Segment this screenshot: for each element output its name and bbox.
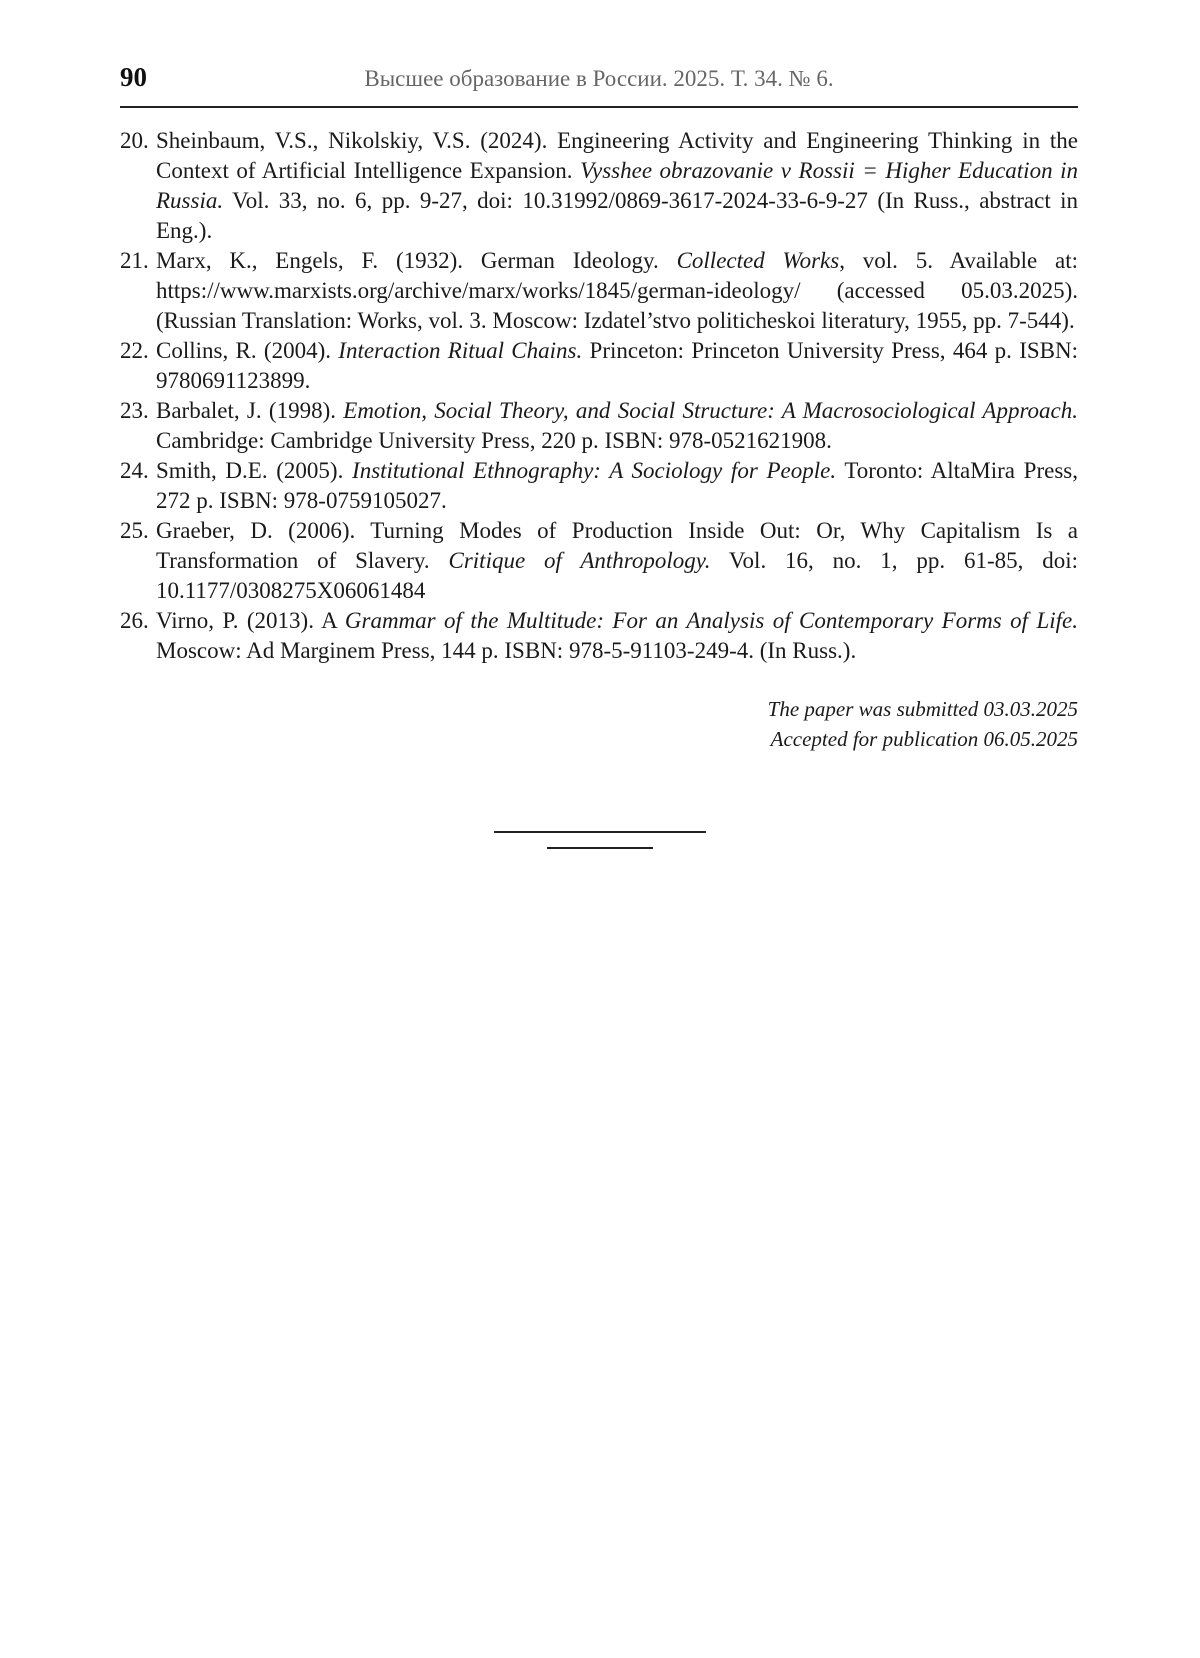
reference-text bbox=[156, 396, 1078, 456]
reference-text-part: Marx, K., Engels, F. (1932). German Ideology. bbox=[156, 248, 677, 273]
reference-number: 25. bbox=[120, 518, 149, 543]
reference-item bbox=[120, 396, 1078, 456]
reference-text-part: Toronto: AltaMira Press, 272 p. ISBN: 978-0759105027. bbox=[156, 458, 1078, 513]
end-rule-long bbox=[494, 831, 706, 833]
reference-text-part: Vol. 16, no. 1, pp. 61-85, doi: 10.1177/0308275X06061484 bbox=[156, 548, 1078, 603]
reference-number: 26. bbox=[120, 608, 149, 633]
accepted-date: Accepted for publication 06.05.2025 bbox=[770, 727, 1078, 751]
end-rule-short bbox=[547, 847, 653, 849]
reference-item bbox=[120, 606, 1078, 666]
submitted-date: The paper was submitted 03.03.2025 bbox=[767, 697, 1078, 721]
reference-source-title: Collected Works bbox=[676, 248, 840, 273]
submission-dates bbox=[768, 694, 1078, 754]
reference-item bbox=[120, 126, 1078, 246]
reference-source-title: Institutional Ethnography: A Sociology for People. bbox=[352, 458, 837, 483]
reference-text-part: Cambridge: Cambridge University Press, 220 p. ISBN: 978-0521621908. bbox=[156, 428, 832, 453]
reference-text bbox=[156, 246, 1078, 336]
reference-text-part: Princeton: Princeton University Press, 464 p. ISBN: 9780691123899. bbox=[156, 338, 1078, 393]
reference-item bbox=[120, 456, 1078, 516]
reference-source-title: Vysshee obrazovanie v Rossii = Higher Education in Russia. bbox=[156, 158, 1078, 213]
reference-number: 20. bbox=[120, 128, 149, 153]
reference-item bbox=[120, 516, 1078, 606]
page-number: 90 bbox=[120, 62, 147, 92]
reference-source-title: Emotion, Social Theory, and Social Structure: A Macrosociological Approach. bbox=[343, 398, 1078, 423]
reference-text bbox=[156, 336, 1078, 396]
reference-number: 24. bbox=[120, 458, 149, 483]
reference-text-part: Graeber, D. (2006). Turning Modes of Production Inside Out: Or, Why Capitalism Is a Transformation of Slavery. bbox=[156, 518, 1078, 573]
reference-text bbox=[156, 606, 1078, 666]
reference-text-part: Collins, R. (2004). bbox=[156, 338, 339, 363]
reference-source-title: Grammar of the Multitude: For an Analysis of Contemporary Forms of Life. bbox=[344, 608, 1078, 633]
reference-text-part: Moscow: Ad Marginem Press, 144 p. ISBN: 978-5-91103-249-4. (In Russ.). bbox=[156, 638, 857, 663]
reference-source-title: Critique of Anthropology. bbox=[448, 548, 711, 573]
reference-item bbox=[120, 246, 1078, 336]
page-header bbox=[120, 60, 1078, 108]
reference-number: 23. bbox=[120, 398, 149, 423]
reference-text-part: Barbalet, J. (1998). bbox=[156, 398, 344, 423]
reference-text-part: Smith, D.E. (2005). bbox=[156, 458, 353, 483]
reference-text bbox=[156, 126, 1078, 246]
reference-list bbox=[120, 126, 1078, 666]
reference-text-part: Virno, P. (2013). A bbox=[156, 608, 345, 633]
reference-text-part: Sheinbaum, V.S., Nikolskiy, V.S. (2024). Engineering Activity and Engineering Thinking in the Context of Artificial Intelligence Expansion. bbox=[156, 128, 1078, 183]
reference-text-part: , vol. 5. Available at: https://www.marxists.org/archive/marx/works/1845/german-ideology/ (accessed 05.03.2025). (Russian Translation: Works, vol. 3. Moscow: Izdatel’stvo politicheskoi literatury, 1955, pp. 7-544). bbox=[156, 248, 1078, 333]
reference-text bbox=[156, 516, 1078, 606]
running-title: Высшее образование в России. 2025. Т. 34. № 6. bbox=[364, 66, 834, 91]
reference-text bbox=[156, 456, 1078, 516]
reference-text-part: Vol. 33, no. 6, pp. 9-27, doi: 10.31992/0869-3617-2024-33-6-9-27 (In Russ., abstract in Eng.). bbox=[156, 188, 1078, 243]
reference-number: 22. bbox=[120, 338, 149, 363]
reference-source-title: Interaction Ritual Chains. bbox=[338, 338, 583, 363]
reference-number: 21. bbox=[120, 248, 149, 273]
reference-item bbox=[120, 336, 1078, 396]
